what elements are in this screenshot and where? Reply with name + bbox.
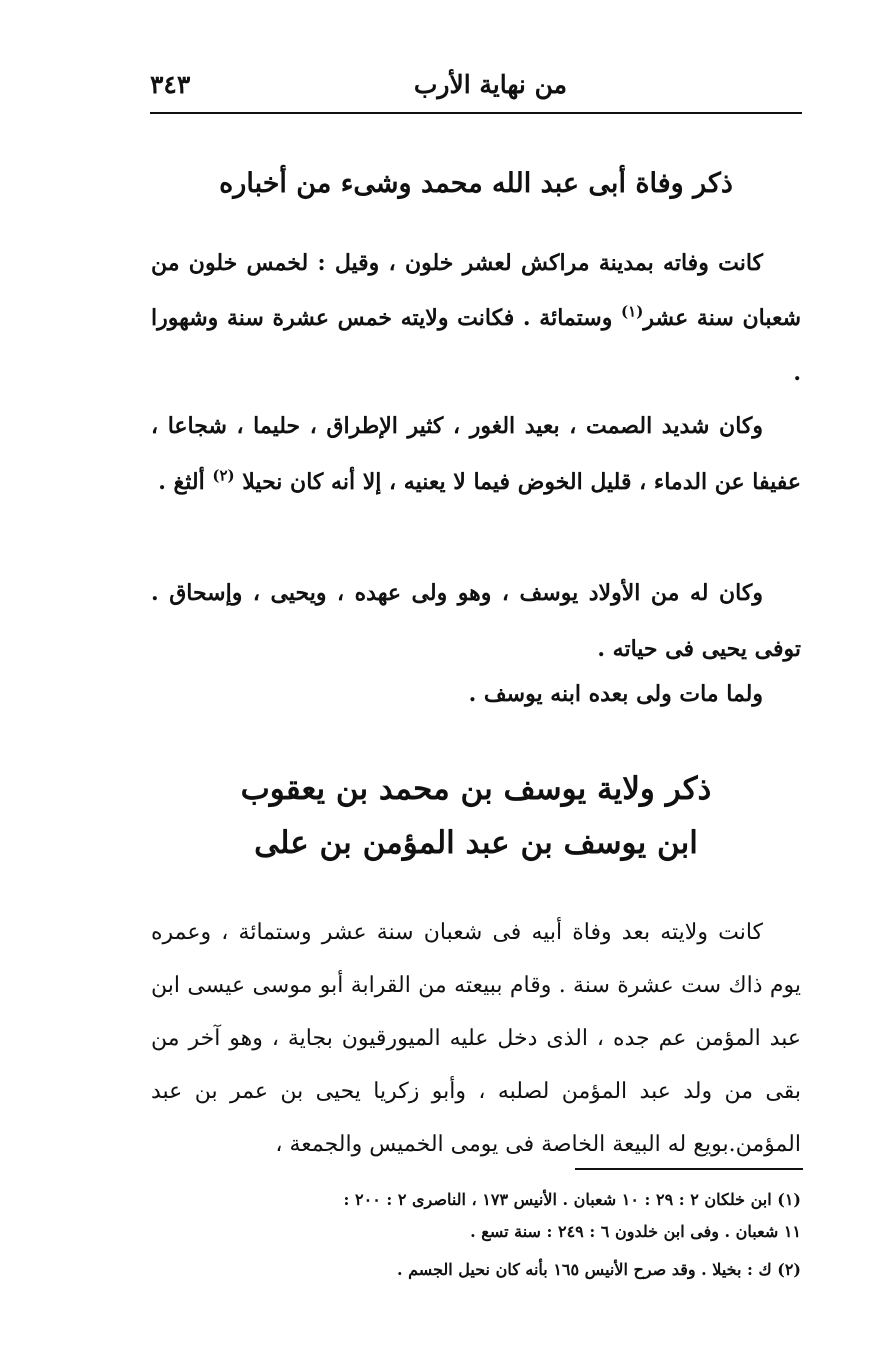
paragraph-character <box>151 398 801 510</box>
footnote-line: (١) ابن خلكان ٢ : ٢٩ : ١٠ شعبان . الأنيس ١٧٣ ، الناصرى ٢ : ٢٠٠ : <box>343 1190 801 1209</box>
section-heading-reign-of-yusuf <box>150 762 802 870</box>
running-head <box>150 70 802 110</box>
footnote-line: ١١ شعبان . وفى ابن خلدون ٦ : ٢٤٩ : سنة تسع . <box>470 1222 801 1241</box>
paragraph-text: وكان شديد الصمت ، بعيد الغور ، كثير الإطراق ، حليما ، شجاعا ، عفيفا عن الدماء ، قليل الخوض فيما لا يعنيه ، إلا أنه كان نحيلا <box>151 413 801 495</box>
section-heading-line: ذكر ولاية يوسف بن محمد بن يعقوب <box>240 771 712 807</box>
footnote-line: (٢) ك : بخيلا . وقد صرح الأنيس ١٦٥ بأنه كان نحيل الجسم . <box>397 1260 801 1279</box>
header-rule <box>150 112 802 114</box>
paragraph-successor <box>151 674 801 714</box>
paragraph-children <box>151 565 801 677</box>
paragraph-accession <box>151 906 801 1171</box>
paragraph-text: كانت ولايته بعد وفاة أبيه فى شعبان سنة عشر وستمائة ، وعمره يوم ذاك ست عشرة سنة . وقام ببيعته من القرابة أبو موسى عيسى ابن عبد المؤمن عم جده ، الذى دخل عليه الميورقيون بجاية ، وهو آخر من بقى من ولد عبد المؤمن لصلبه ، وأبو زكريا يحيى بن عمر بن عبد المؤمن.بويع له البيعة الخاصة فى يومى الخميس والجمعة ، <box>151 920 801 1157</box>
footnote-ref-2: (٢) <box>212 466 235 485</box>
running-title: من نهاية الأرب <box>413 70 567 99</box>
paragraph-text: ولما مات ولى بعده ابنه يوسف . <box>468 681 763 707</box>
section-heading-death-of-abu-abdallah: ذكر وفاة أبى عبد الله محمد وشىء من أخباره <box>219 168 733 199</box>
paragraph-death-date <box>151 236 801 401</box>
footnote-rule <box>575 1168 803 1170</box>
footnote-ref-1: (١) <box>621 302 644 321</box>
paragraph-text: وستمائة . فكانت ولايته خمس عشرة سنة وشهورا . <box>151 305 801 386</box>
page-number: ٣٤٣ <box>150 70 191 99</box>
section-heading-line: ابن يوسف بن عبد المؤمن بن على <box>254 825 698 861</box>
paragraph-text: كانت وفاته بمدينة مراكش لعشر خلون ، وقيل : لخمس خلون من شعبان سنة عشر <box>151 250 802 331</box>
paragraph-text: ألثغ . <box>158 469 213 495</box>
paragraph-text: وكان له من الأولاد يوسف ، وهو ولى عهده ، ويحيى ، وإسحاق . توفى يحيى فى حياته . <box>151 580 801 662</box>
footnote-2 <box>141 1254 801 1286</box>
footnote-1 <box>141 1184 801 1248</box>
